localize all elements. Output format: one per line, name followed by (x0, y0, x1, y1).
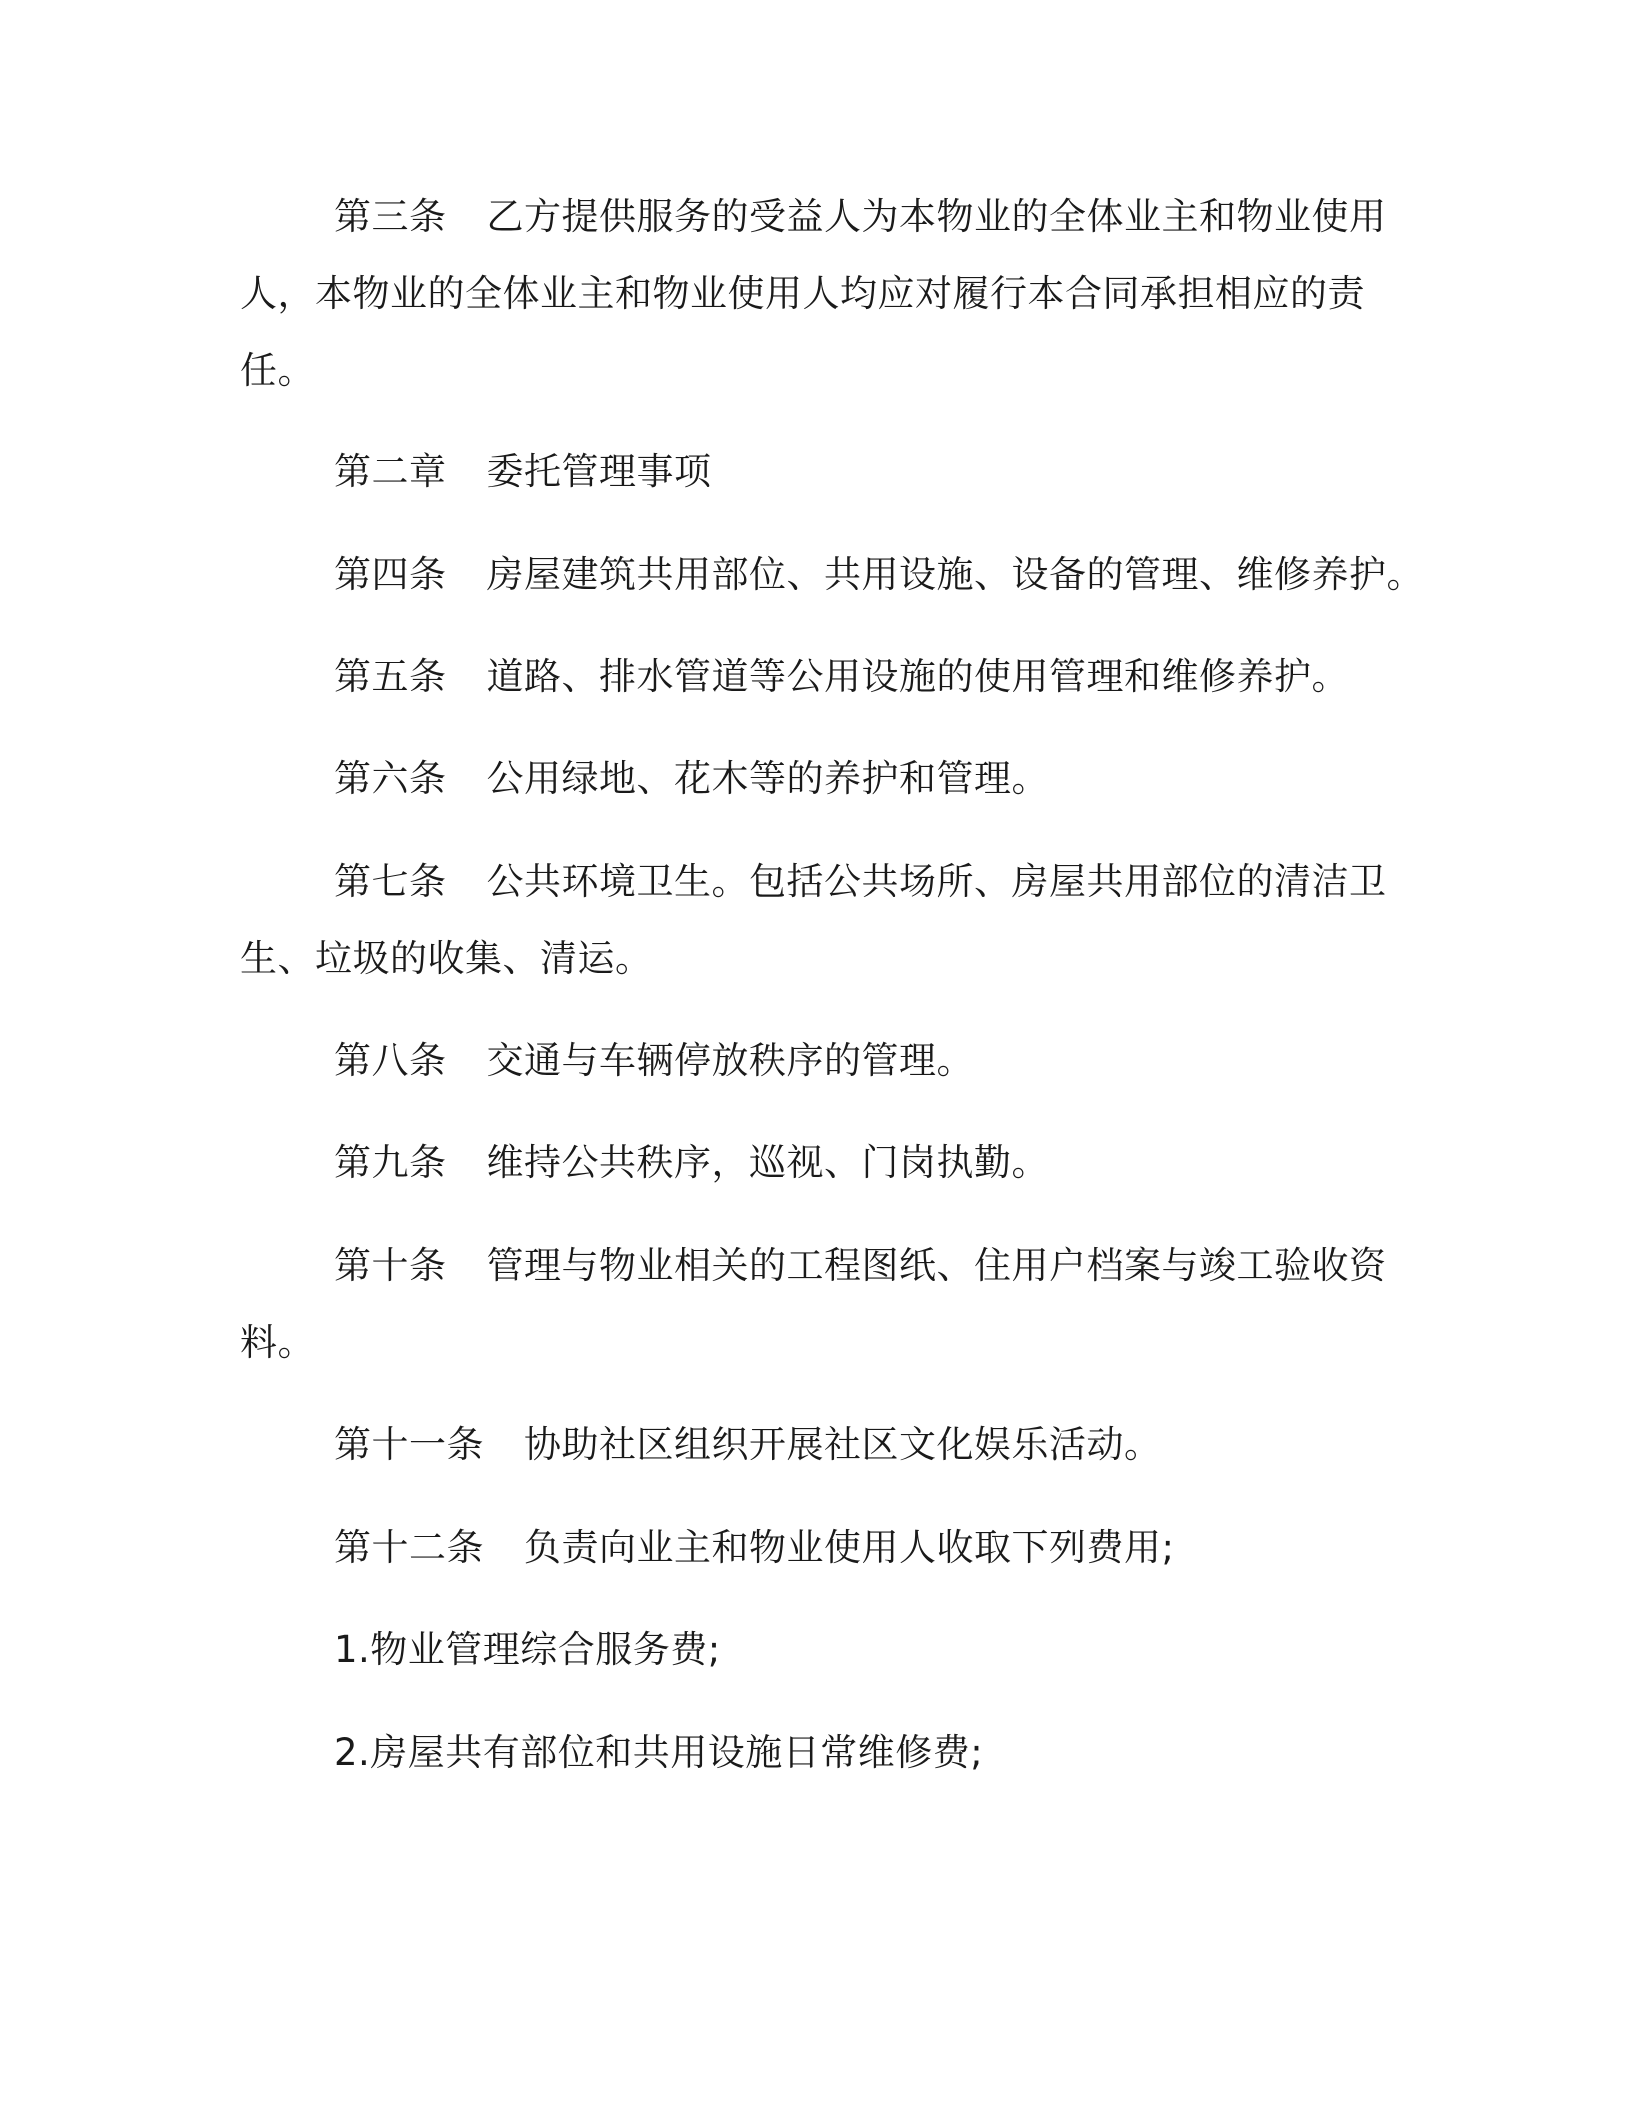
article-text-line: 公共环境卫生。包括公共场所、房屋共用部位的清洁卫 (486, 860, 1387, 903)
article-text-line: 乙方提供服务的受益人为本物业的全体业主和物业使用 (486, 195, 1387, 238)
chapter-number: 第二章 (334, 450, 447, 493)
article-text-line: 协助社区组织开展社区文化娱乐活动。 (524, 1423, 1162, 1466)
article-9 (240, 1124, 1420, 1201)
article-text-line: 维持公共秩序，巡视、门岗执勤。 (486, 1141, 1049, 1184)
article-text-line: 负责向业主和物业使用人收取下列费用; (524, 1526, 1175, 1569)
article-number: 第十二条 (334, 1526, 484, 1569)
article-text-line: 料。 (240, 1321, 315, 1364)
article-text-line: 生、垃圾的收集、清运。 (240, 937, 653, 980)
article-number: 第三条 (334, 195, 447, 238)
article-number: 第九条 (334, 1141, 447, 1184)
article-3 (240, 178, 1420, 409)
article-10 (240, 1227, 1420, 1381)
article-6 (240, 740, 1420, 817)
article-11 (240, 1406, 1420, 1483)
article-number: 第十一条 (334, 1423, 484, 1466)
article-5 (240, 638, 1420, 715)
article-text-line: 房屋建筑共用部位、共用设施、设备的管理、维修养护。 (486, 553, 1424, 596)
article-4 (240, 536, 1424, 613)
article-number: 第七条 (334, 860, 447, 903)
article-8 (240, 1022, 1420, 1099)
article-number: 第四条 (334, 553, 447, 596)
fee-item-2 (240, 1714, 1420, 1791)
article-text-line: 交通与车辆停放秩序的管理。 (486, 1039, 974, 1082)
article-text-line: 道路、排水管道等公用设施的使用管理和维修养护。 (486, 655, 1349, 698)
article-text-line: 管理与物业相关的工程图纸、住用户档案与竣工验收资 (486, 1244, 1387, 1287)
fee-item-text: 1.物业管理综合服务费; (334, 1628, 721, 1671)
article-number: 第五条 (334, 655, 447, 698)
article-text-line: 人，本物业的全体业主和物业使用人均应对履行本合同承担相应的责 (240, 272, 1365, 315)
article-number: 第十条 (334, 1244, 447, 1287)
article-7 (240, 843, 1420, 997)
chapter-2-heading (240, 433, 1420, 510)
article-text-line: 公用绿地、花木等的养护和管理。 (486, 757, 1049, 800)
fee-item-1 (240, 1611, 1420, 1688)
article-text-line: 任。 (240, 349, 315, 392)
fee-item-text: 2.房屋共有部位和共用设施日常维修费; (334, 1731, 984, 1774)
article-number: 第八条 (334, 1039, 447, 1082)
chapter-title: 委托管理事项 (486, 450, 712, 493)
article-12 (240, 1509, 1420, 1586)
article-number: 第六条 (334, 757, 447, 800)
